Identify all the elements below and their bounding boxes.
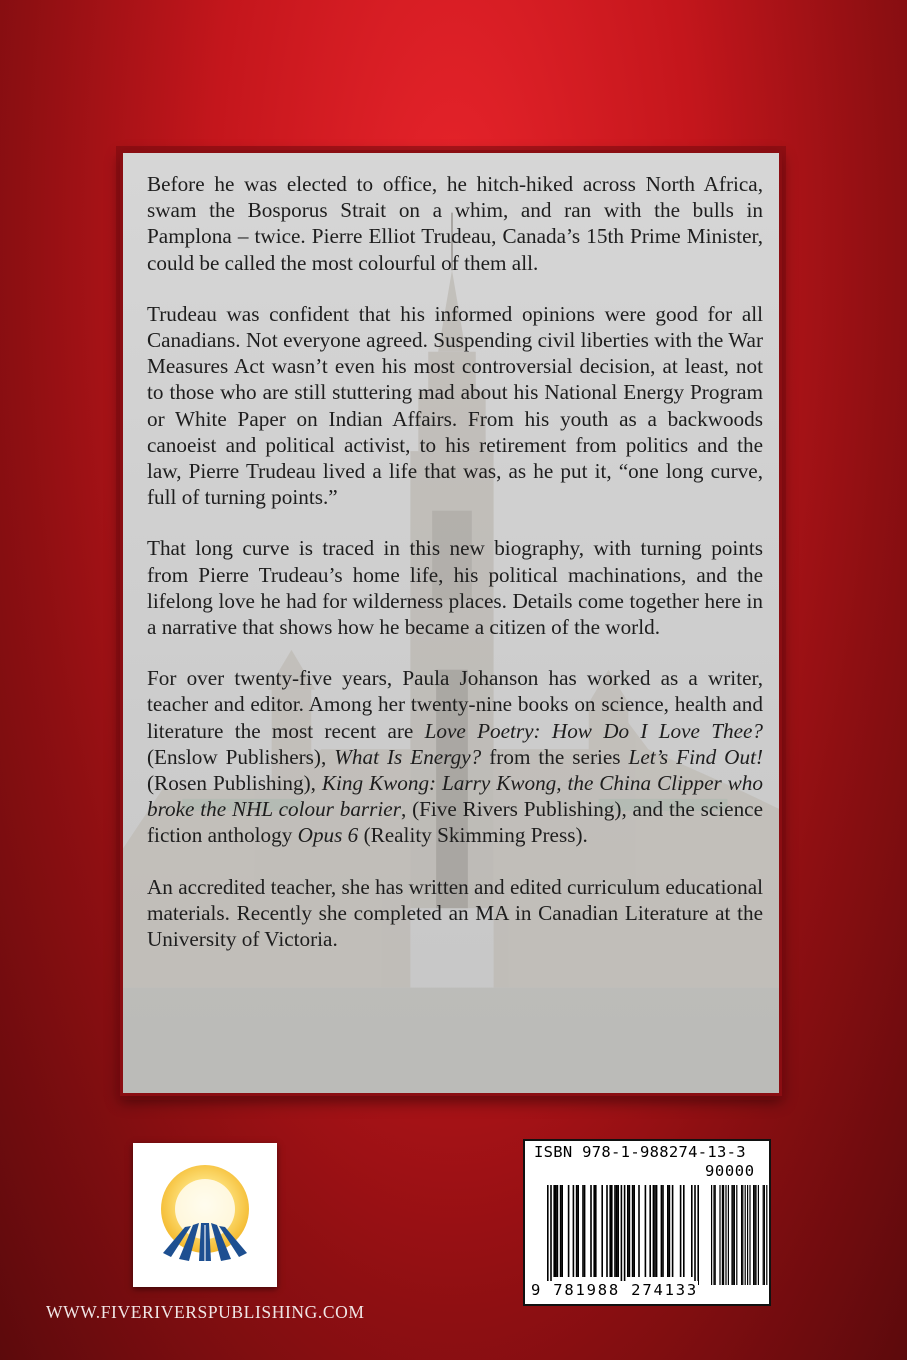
addon-bar (722, 1185, 723, 1285)
barcode-bar (649, 1185, 651, 1277)
barcode-bar (568, 1185, 570, 1277)
barcode-bar (609, 1185, 611, 1277)
barcode-bar (627, 1185, 629, 1277)
blurb-paragraph-1: Before he was elected to office, he hitch-hiked across North Africa, swam the Bosporus Strait on a whim, and ran with the bulls in Pamplona – twice. Pierre Elliot Trudeau, Canada’s 15th Prime Minister, could be called the most colourful of them all. (147, 172, 763, 275)
barcode-bar (633, 1185, 635, 1277)
barcode-bar (683, 1185, 685, 1277)
addon-bar (758, 1185, 759, 1285)
blurb-paragraph-5: An accredited teacher, she has written and edited curriculum educational materials. Recently she completed an MA in Canadian Literature at the University of Victoria. (147, 874, 763, 952)
barcode-bar (661, 1185, 663, 1277)
isbn-label: ISBN 978-1-988274-13-3 (534, 1143, 746, 1161)
barcode-bar (680, 1185, 682, 1277)
blurb-panel (120, 150, 782, 1096)
barcode-bar (555, 1185, 557, 1277)
addon-bar (753, 1185, 754, 1285)
barcode-bar (611, 1185, 613, 1277)
addon-bar (766, 1185, 767, 1285)
barcode-bar (557, 1185, 559, 1277)
book-publisher-rosen: (Rosen Publishing), (147, 771, 322, 796)
barcode-bar (590, 1185, 592, 1277)
barcode-bar (553, 1185, 555, 1277)
barcode-bar (667, 1185, 669, 1277)
author-bio-intro: For over twenty-five years, Paula Johanson has worked as a writer, teacher and editor. Among her twenty-nine books on science, health and literature the most recent are (147, 666, 763, 743)
barcode-bar (561, 1185, 563, 1277)
addon-bar (736, 1185, 737, 1285)
ean-barcode-bars (525, 1141, 769, 1304)
barcode-digits: 9 781988 274133 (531, 1281, 698, 1299)
book-publisher-reality-skimming: (Reality Skimming Press). (358, 823, 588, 848)
addon-bar (725, 1185, 726, 1285)
barcode-bar (601, 1185, 603, 1277)
addon-bar (745, 1185, 746, 1285)
five-rivers-logo-icon (133, 1143, 277, 1287)
addon-bar (713, 1185, 714, 1285)
barcode-bar (577, 1185, 579, 1277)
barcode-bar (595, 1185, 597, 1277)
book-title-opus-6: Opus 6 (297, 823, 359, 848)
addon-bar (711, 1185, 712, 1285)
barcode-bar (653, 1185, 655, 1277)
addon-bar (754, 1185, 755, 1285)
addon-bar (723, 1185, 724, 1285)
addon-bar (715, 1185, 716, 1285)
barcode-bar (584, 1185, 586, 1277)
addon-bar (742, 1185, 743, 1285)
barcode-bar (547, 1185, 549, 1285)
addon-bar (741, 1185, 742, 1285)
publisher-logo (133, 1143, 277, 1287)
publisher-website: WWW.FIVERIVERSPUBLISHING.COM (46, 1302, 365, 1322)
barcode-bar (560, 1185, 562, 1277)
addon-bar (734, 1185, 735, 1285)
barcode-bar (638, 1185, 640, 1277)
addon-bar (731, 1185, 732, 1285)
author-bio-paragraph (147, 665, 763, 848)
book-series-text: from the series (481, 744, 629, 769)
isbn-barcode (523, 1139, 771, 1306)
barcode-bar (669, 1185, 671, 1277)
barcode-bar (662, 1185, 664, 1277)
addon-bar (719, 1185, 720, 1285)
barcode-bar (697, 1185, 699, 1285)
barcode-bar (672, 1185, 674, 1277)
barcode-bar (691, 1185, 693, 1277)
blurb-text (147, 171, 763, 977)
blurb-paragraph-2: Trudeau was confident that his informed opinions were good for all Canadians. Not everyone agreed. Suspending civil liberties with the War Measures Act wasn’t even his most controversial decision, at least, not to those who are still stuttering mad about his National Energy Program or White Paper on Indian Affairs. From his youth as a backwoods canoeist and political activist, to his retirement from politics and the law, Pierre Trudeau lived a life that was, as he put it, “one long curve, full of turning points.” (147, 301, 763, 510)
book-title-love-poetry: Love Poetry: How Do I Love Thee? (424, 718, 763, 743)
book-publisher-five-rivers: , (Five Rivers Publishing), and the science fiction anthology (147, 797, 763, 848)
blurb-paragraph-3: That long curve is traced in this new biography, with turning points from Pierre Trudeau’s home life, his political machinations, and the lifelong love he had for wilderness places. Details come together here in a narrative that shows how he became a citizen of the world. (147, 536, 763, 640)
barcode-bar (621, 1185, 623, 1285)
barcode-bar (550, 1185, 552, 1285)
barcode-bar (576, 1185, 578, 1277)
barcode-bar (616, 1185, 618, 1277)
barcode-bar (614, 1185, 616, 1277)
addon-bar (733, 1185, 734, 1285)
barcode-bar (645, 1185, 647, 1277)
barcode-bar (629, 1185, 631, 1277)
addon-bar (747, 1185, 748, 1285)
barcode-bar (654, 1185, 656, 1277)
addon-bar (755, 1185, 756, 1285)
addon-bar (763, 1185, 764, 1285)
barcode-bar (617, 1185, 619, 1277)
book-series-title: Let’s Find Out! (628, 744, 764, 769)
book-publisher-enslow: (Enslow Publishers), (147, 744, 335, 769)
barcode-bar (632, 1185, 634, 1277)
addon-bar (728, 1185, 729, 1285)
barcode-bar (606, 1185, 608, 1277)
barcode-bar (694, 1185, 696, 1285)
barcode-bar (656, 1185, 658, 1277)
book-title-king-kwong: King Kwong: Larry Kwong, the China Clipper who broke the NHL colour barrier (147, 771, 763, 822)
barcode-bar (573, 1185, 575, 1277)
addon-bar (764, 1185, 765, 1285)
book-title-what-is-energy: What Is Energy? (334, 744, 482, 769)
barcode-bar (582, 1185, 584, 1277)
barcode-bar (593, 1185, 595, 1277)
addon-bar (749, 1185, 750, 1285)
price-code: 90000 (705, 1162, 755, 1180)
barcode-bar (624, 1185, 626, 1285)
